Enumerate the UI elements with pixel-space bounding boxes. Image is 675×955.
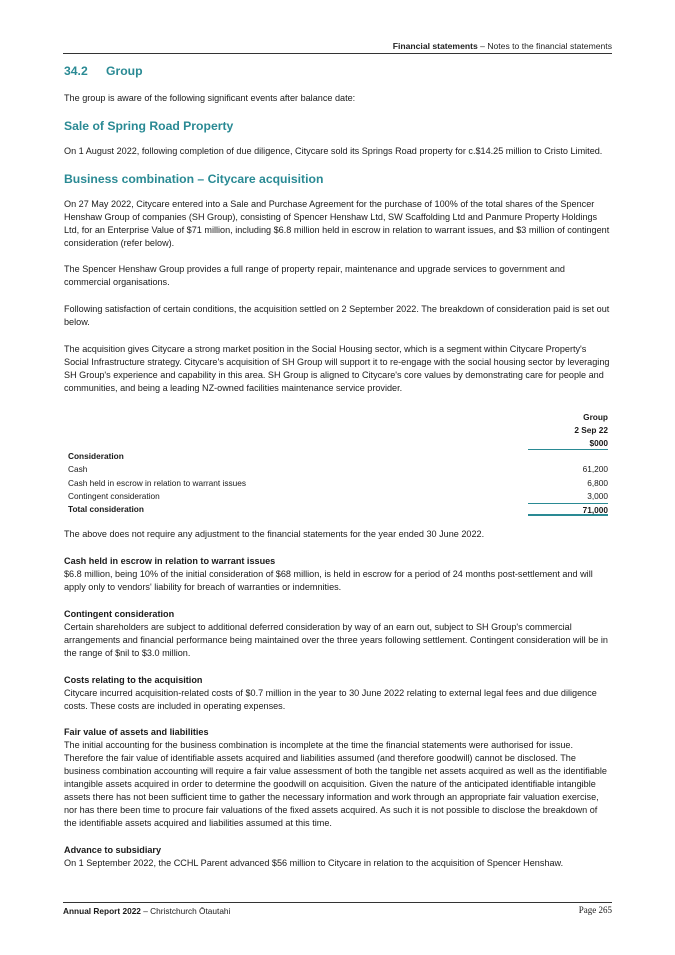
footer-rule xyxy=(63,902,612,903)
table-header-row-2 xyxy=(68,424,608,437)
running-footer xyxy=(63,906,230,916)
section-number: 34.2 xyxy=(64,64,88,78)
table-row-value: 61,200 xyxy=(582,464,608,475)
note-text: Certain shareholders are subject to additional deferred consideration by way of an earn out, subject to SH Group's commercial arrangements and financial performance being maintained over the three years following settlement. Contingent consideration will be in the range of $nil to $3.0 million. xyxy=(64,621,608,658)
main-content xyxy=(64,64,612,884)
table-row-label: Cash held in escrow in relation to warrant issues xyxy=(68,477,247,488)
after-table-paragraph: The above does not require any adjustment to the financial statements for the year ended 30 June 2022. xyxy=(64,529,485,540)
table-row xyxy=(68,477,608,490)
table-section-label: Consideration xyxy=(68,451,124,462)
table-total-label: Total consideration xyxy=(68,504,144,514)
page-number: Page 265 xyxy=(578,905,612,915)
footer-place: Christchurch Ōtautahi xyxy=(150,906,231,916)
section-title xyxy=(64,64,612,78)
note-contingent xyxy=(64,608,612,660)
footer-separator: – xyxy=(140,906,151,916)
spring-road-paragraph: On 1 August 2022, following completion of due diligence, Citycare sold its Springs Road property for c.$14.25 million to Cristo Limited. xyxy=(64,145,603,156)
table-row-value: 3,000 xyxy=(587,490,608,501)
note-heading: Advance to subsidiary xyxy=(64,844,162,855)
table-head-unit: $000 xyxy=(528,437,608,450)
business-combination-heading: Business combination – Citycare acquisition xyxy=(64,171,324,186)
table-head-date: 2 Sep 22 xyxy=(574,424,608,435)
note-advance xyxy=(64,844,612,870)
table-total-row xyxy=(68,503,608,516)
consideration-table xyxy=(68,411,608,517)
table-header-row-3 xyxy=(68,437,608,450)
table-header-row-1 xyxy=(68,411,608,424)
note-text: The initial accounting for the business combination is incomplete at the time the financial statements were authorised for issue. Therefore the fair value of identifiable assets acquired and liabilities assumed (and therefore goodwill) cannot be disclosed. The business combination accounting will require a fair value assessment of both the tangible net assets acquired as well as the identifiable intangible assets acquired in order to determine the goodwill on acquisition. Given the nature of the anticipated identifiable intangible assets there has not been sufficient time to gather the necessary information and work through an appropriate fair valuation exercise, nor has there been time to procure fair valuations of the fixed assets acquired. As such it is not possible to disclose the breakdown of the identifiable assets acquired and liabilities assumed at this time. xyxy=(64,740,607,828)
note-heading: Cash held in escrow in relation to warrant issues xyxy=(64,556,276,567)
bc-paragraph-4: The acquisition gives Citycare a strong market position in the Social Housing sector, which is a segment within Citycare Property's Social Infrastructure strategy. Citycare's acquisition of SH Group will support it to re-engage with the social housing sector by leveraging SH Group's experience and capability in this area. SH Group is aligned to Citycare's core values by demonstrating care for people and communities, and being a leading NZ-owned facilities maintenance service provider. xyxy=(64,344,610,393)
note-text: On 1 September 2022, the CCHL Parent advanced $56 million to Citycare in relation to the acquisition of Spencer Henshaw. xyxy=(64,857,564,868)
bc-paragraph-2: The Spencer Henshaw Group provides a full range of property repair, maintenance and upgrade services to government and commercial organisations. xyxy=(64,264,565,288)
note-heading: Contingent consideration xyxy=(64,608,175,619)
note-heading: Fair value of assets and liabilities xyxy=(64,727,209,738)
header-rule xyxy=(63,53,612,54)
intro-paragraph: The group is aware of the following significant events after balance date: xyxy=(64,93,356,103)
table-section-row xyxy=(68,450,608,463)
footer-report: Annual Report 2022 xyxy=(63,906,141,916)
spring-road-heading: Sale of Spring Road Property xyxy=(64,118,234,133)
header-subsection: Notes to the financial statements xyxy=(487,41,612,51)
note-text: Citycare incurred acquisition-related costs of $0.7 million in the year to 30 June 2022 relating to external legal fees and due diligence costs. These costs are included in operating expenses. xyxy=(64,687,597,711)
header-section: Financial statements xyxy=(392,41,478,51)
section-name: Group xyxy=(106,64,143,78)
table-row-label: Contingent consideration xyxy=(68,490,160,501)
table-row xyxy=(68,463,608,476)
note-fair-value xyxy=(64,726,612,829)
note-costs xyxy=(64,674,612,713)
running-header xyxy=(393,41,612,51)
bc-paragraph-3: Following satisfaction of certain conditions, the acquisition settled on 2 September 2022. The breakdown of consideration paid is set out below. xyxy=(64,304,610,328)
table-row xyxy=(68,490,608,503)
table-row-value: 6,800 xyxy=(587,477,608,488)
note-text: $6.8 million, being 10% of the initial consideration of $68 million, is held in escrow for a period of 24 months post-settlement and will apply only to vendors' liability for breach of warranties or indemnities. xyxy=(64,569,593,592)
table-head-group: Group xyxy=(583,411,608,422)
table-total-value: 71,000 xyxy=(528,503,608,516)
note-escrow xyxy=(64,555,612,594)
note-heading: Costs relating to the acquisition xyxy=(64,674,203,685)
header-separator: – xyxy=(477,41,488,51)
table-row-label: Cash xyxy=(68,464,88,475)
bc-paragraph-1: On 27 May 2022, Citycare entered into a Sale and Purchase Agreement for the purchase of 100% of the total shares of the Spencer Henshaw Group of companies (SH Group), consisting of Spencer Henshaw Ltd, SW Scaffolding Ltd and Panmure Property Holdings Ltd, for an Enterprise Value of $71 million, including $6.8 million held in escrow in relation to warrant issues, and $3 million of contingent consideration (refer below). xyxy=(64,198,610,248)
